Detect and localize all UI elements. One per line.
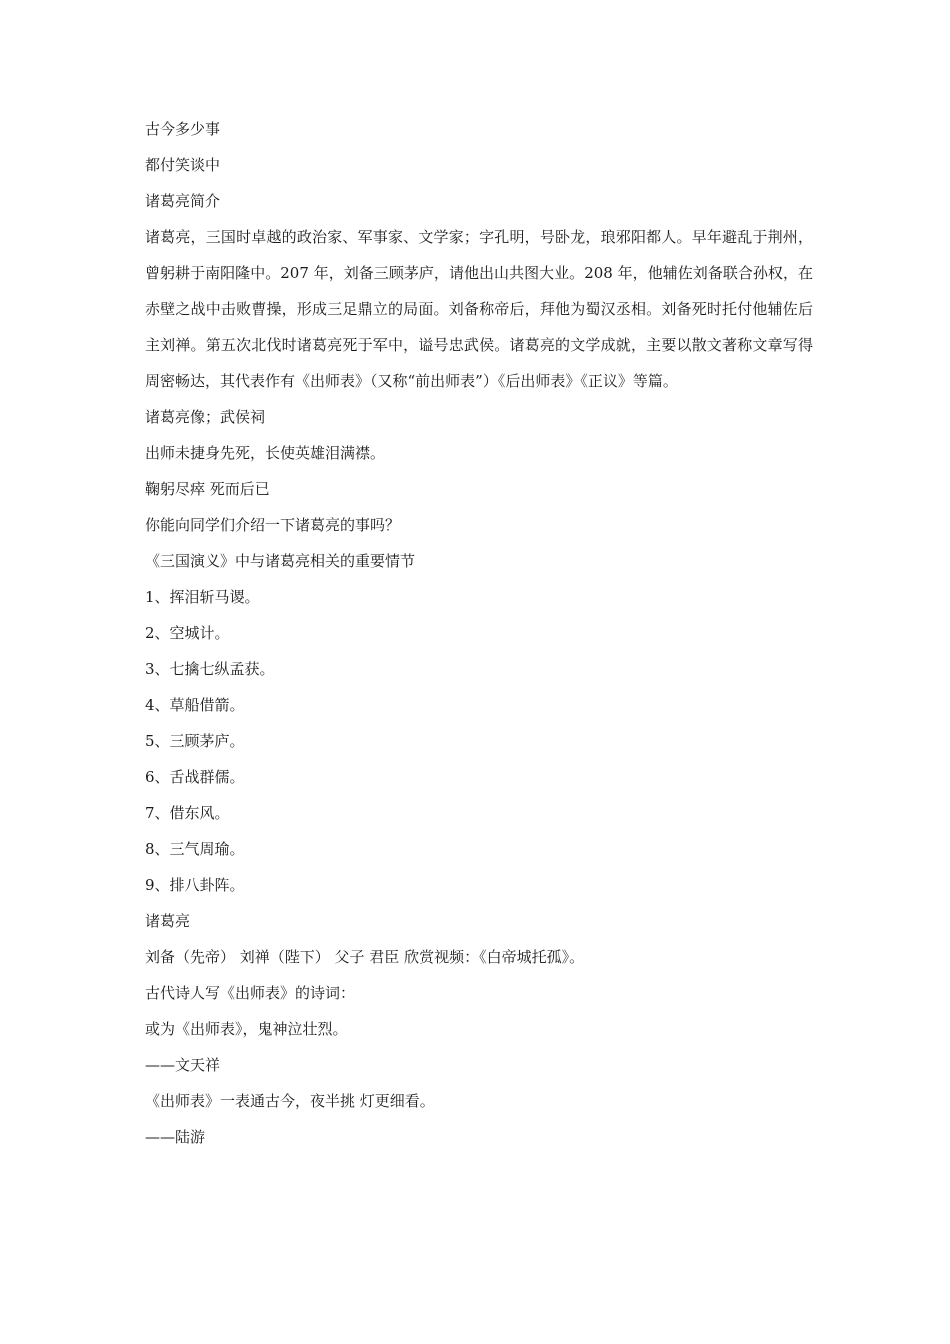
relation-line: 刘备（先帝） 刘禅（陛下） 父子 君臣 欣赏视频：《白帝城托孤》。 [145,948,585,966]
quote-line: 出师未捷身先死，长使英雄泪满襟。 [145,444,386,462]
motto-line: 鞠躬尽瘁 死而后已 [145,480,270,498]
section-heading-intro: 诸葛亮简介 [145,192,221,210]
plot-item: 3、七擒七纵孟获。 [145,660,275,678]
portrait-caption: 诸葛亮像；武侯祠 [145,408,266,426]
poem-author: ——文天祥 [145,1056,221,1074]
plot-item: 5、三顾茅庐。 [145,732,245,750]
plots-heading: 《三国演义》中与诸葛亮相关的重要情节 [145,552,416,570]
poems-heading: 古代诗人写《出师表》的诗词： [145,984,356,1002]
plot-item: 1、挥泪斩马谡。 [145,588,260,606]
poem-quote: 或为《出师表》，鬼神泣壮烈。 [145,1020,348,1038]
name-line: 诸葛亮 [145,912,191,930]
plot-item: 6、舌战群儒。 [145,768,245,786]
plot-item: 8、三气周瑜。 [145,840,245,858]
question-line: 你能向同学们介绍一下诸葛亮的事吗？ [145,516,401,534]
document-page [145,120,813,1164]
poem-line-2: 都付笑谈中 [145,156,221,174]
plot-item: 7、借东风。 [145,804,230,822]
plot-item: 4、草船借箭。 [145,696,245,714]
poem-author: ——陆游 [145,1128,206,1146]
plot-item: 9、排八卦阵。 [145,876,245,894]
poem-line-1: 古今多少事 [145,120,221,138]
intro-paragraph: 诸葛亮，三国时卓越的政治家、军事家、文学家；字孔明，号卧龙，琅邪阳都人。早年避乱于荆州，曾躬耕于南阳隆中。207 年，刘备三顾茅庐，请他出山共图大业。208 年，他辅佐刘备联合孙权，在赤壁之战中击败曹操，形成三足鼎立的局面。刘备称帝后，拜他为蜀汉丞相。刘备死时托付他辅佐后主刘禅。第五次北伐时诸葛亮死于军中，谥号忠武侯。诸葛亮的文学成就，主要以散文著称文章写得周密畅达，其代表作有《出师表》（又称“前出师表”）《后出师表》《正议》等篇。 [145,228,813,390]
plot-item: 2、空城计。 [145,624,230,642]
poem-quote: 《出师表》一表通古今，夜半挑 灯更细看。 [145,1092,435,1110]
